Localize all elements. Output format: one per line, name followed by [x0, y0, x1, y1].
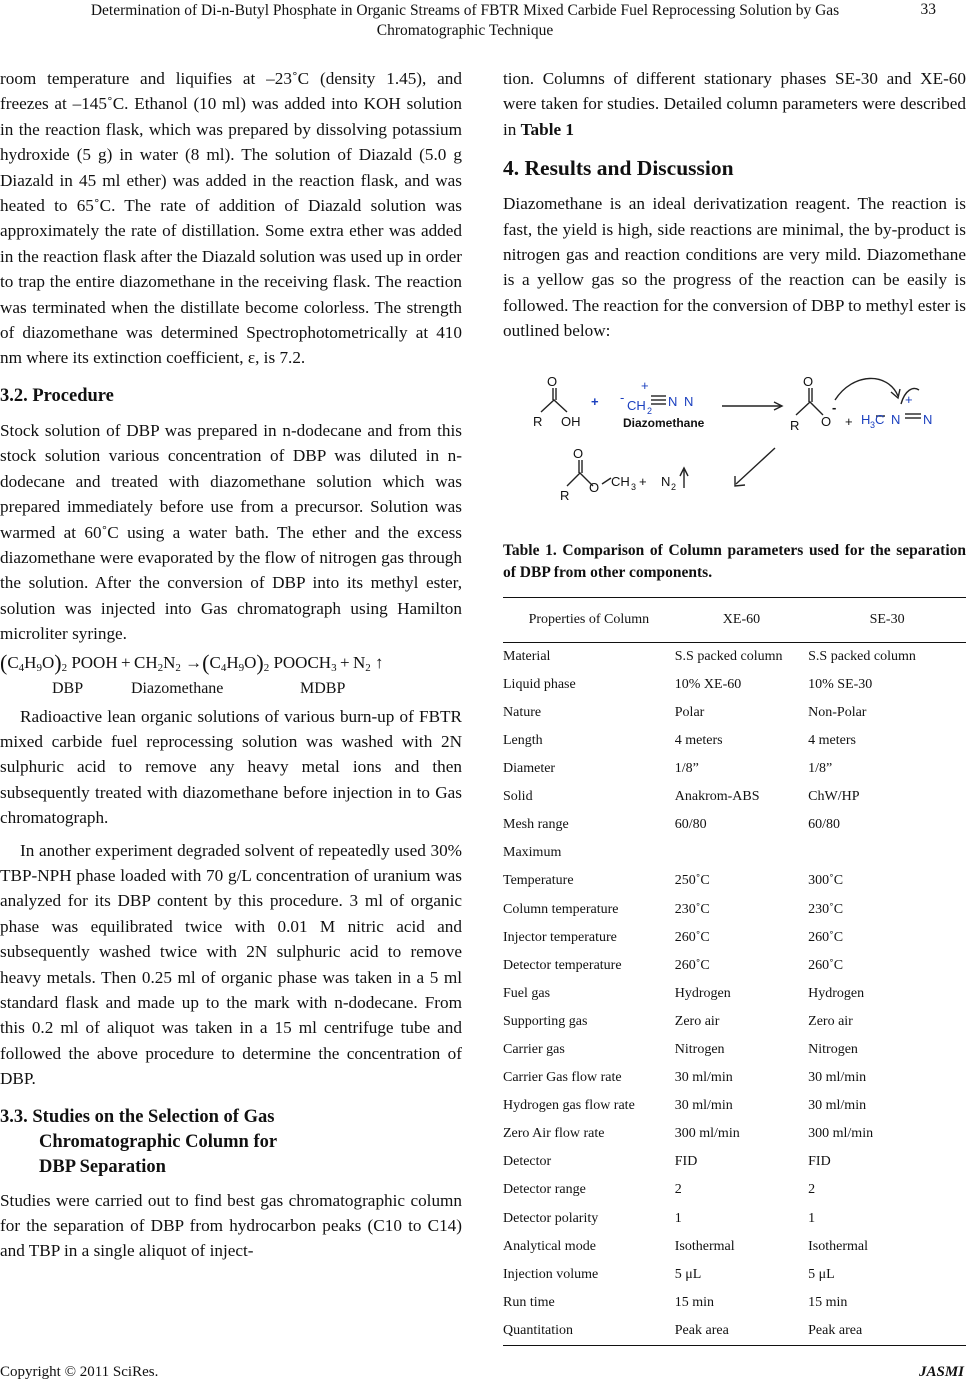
svg-text:H: H	[861, 411, 871, 427]
table-cell: 1	[808, 1210, 816, 1226]
svg-text:R: R	[560, 487, 570, 503]
table-row	[503, 699, 966, 727]
heading-results: 4. Results and Discussion	[503, 156, 734, 181]
table-cell: ChW/HP	[808, 789, 860, 805]
copyright: Copyright © 2011 SciRes.	[0, 1364, 159, 1380]
paragraph-procedure: Stock solution of DBP was prepared in n-dodecane and from this stock solution various concentration of DBP was diluted in n-dodecane and treated with diazomethane solution which was prepared immediately before use from a precursor. Solution was warmed at 60˚C using a water bath. The ether and the excess diazomethane were evaporated by the flow of nitrogen gas through the solution. After the conversion of DBP into its methyl ester, solution was injected into Gas chromatograph using Hamilton microliter syringe.	[0, 420, 462, 644]
svg-text:N: N	[923, 411, 933, 427]
table-header-cell: SE-30	[808, 597, 966, 642]
svg-text:-: -	[620, 389, 625, 405]
table-cell: Zero Air flow rate	[503, 1126, 605, 1142]
table-cell: Polar	[674, 704, 705, 720]
table-cell: 260˚C	[808, 929, 844, 945]
table-cell: 250˚C	[674, 873, 710, 889]
table-row	[503, 1064, 966, 1092]
table-row	[503, 1233, 966, 1261]
svg-text:R: R	[533, 413, 543, 429]
paragraph-radioactive: Radioactive lean organic solutions of various burn-up of FBTR mixed carbide fuel reprocessing solution was washed with 2N sulphuric acid to remove any heavy metal ions and then subsequently treated with diazomethane before injection in to Gas chromatograph.	[0, 706, 462, 828]
table-cell: Solid	[503, 789, 533, 805]
table-row	[503, 1261, 966, 1289]
table-cell	[808, 839, 966, 867]
heading-studies-line3: DBP Separation	[39, 1156, 166, 1177]
diazomethane-label: Diazomethane	[623, 415, 705, 430]
paragraph-results: Diazomethane is an ideal derivatization reagent. The reaction is fast, the yield is high, side reactions are minimal, the by-product is nitrogen gas and reaction conditions are very mild. Diazomethane is a yellow gas so the progress of the reaction can be easily is followed. The reaction for the conversion of DBP to methyl ester is outlined below:	[503, 194, 966, 341]
paragraph-diazomethane-prep: room temperature and liquifies at –23˚C (density 1.45), and freezes at –145˚C. Ethanol (10 ml) was added into KOH solution in the reaction flask, which was prepared by dissolving potassium hydroxide (5 g) in water (8 ml). The solution of Diazald (5.0 g Diazald in 45 ml ether) was added in the reaction flask, and was heated to 65˚C. The rate of addition of Diazald solution was approximately the rate of distillation. Some extra ether was added in the reaction flask after the Diazald solution was used up in order to trap the entire diazomethane in the receiving flask. The reaction was terminated when the distillate become colorless. The strength of diazomethane was determined Spectrophotometrically at 410 nm where its extinction coefficient, ε, is 7.2.	[0, 69, 462, 368]
table-cell: 15 min	[808, 1294, 848, 1310]
table-cell: Nitrogen	[808, 1042, 858, 1058]
table-cell: S.S packed column	[674, 648, 783, 664]
svg-text:CH: CH	[627, 397, 646, 413]
svg-text:2: 2	[671, 481, 677, 492]
table-cell: 300 ml/min	[674, 1126, 740, 1142]
table-cell: 10% SE-30	[808, 676, 873, 692]
table-row	[503, 1317, 966, 1346]
table-cell: Column temperature	[503, 901, 619, 917]
svg-text:OH: OH	[561, 413, 581, 429]
table-cell: Temperature	[503, 873, 574, 889]
svg-text:-: -	[832, 399, 837, 415]
table-cell: 4 meters	[674, 732, 723, 748]
table-cell: 260˚C	[808, 957, 844, 973]
svg-text:3: 3	[631, 481, 637, 492]
reaction-scheme-figure	[503, 360, 966, 530]
table-cell: Nitrogen	[674, 1042, 725, 1058]
table-cell: 4 meters	[808, 732, 856, 748]
column-parameters-table	[503, 597, 966, 1346]
table-cell: 5 μL	[674, 1266, 702, 1282]
table-row	[503, 671, 966, 699]
table-cell: 2	[674, 1182, 682, 1198]
table-cell: Liquid phase	[503, 676, 576, 692]
table-header-cell: XE-60	[675, 597, 808, 642]
table-row	[503, 727, 966, 755]
table-cell: Carrier gas	[503, 1042, 565, 1058]
right-column	[503, 66, 966, 1346]
paragraph-studies: Studies were carried out to find best gas chromatographic column for the separation of DBP from hydrocarbon peaks (C10 to C14) and TBP in a single aliquot of inject-	[0, 1190, 462, 1261]
svg-text:O: O	[547, 373, 558, 389]
journal-name: JASMI	[918, 1364, 964, 1380]
table-cell	[675, 839, 808, 867]
table-row	[503, 980, 966, 1008]
paragraph-degraded-solvent: In another experiment degraded solvent of repeatedly used 30% TBP-NPH phase loaded with 70 g/L concentration of uranium was analyzed for its DBP content by this procedure. 3 ml of organic phase was equilibrated twice with 0.01 M nitric acid and subsequently washed twice with 2N sulphuric acid to remove heavy metals. Then 0.25 ml of organic phase was taken in a 5 ml standard flask and made up to the mark with n-dodecane. From this 0.2 ml of aliquot was taken in a 15 ml centrifuge tube and followed the above procedure to determine the concentration of DBP.	[0, 840, 462, 1089]
svg-text:R: R	[790, 417, 800, 433]
label-diazomethane: Diazomethane	[131, 679, 224, 697]
paragraph-columns: tion. Columns of different stationary phases SE-30 and XE-60 were taken for studies. Detailed column parameters were described in Table 1	[503, 69, 966, 139]
svg-text:N: N	[684, 393, 694, 409]
table-cell: Hydrogen gas flow rate	[503, 1098, 635, 1114]
table-row	[503, 811, 966, 839]
table-cell: Injection volume	[503, 1266, 599, 1282]
heading-studies-line2: Chromatographic Column for	[39, 1131, 278, 1152]
label-mdbp: MDBP	[300, 679, 346, 697]
table-cell: Anakrom-ABS	[674, 789, 760, 805]
table-caption: Table 1. Comparison of Column parameters used for the separation of DBP from other components.	[503, 541, 966, 581]
table-cell: Mesh range	[503, 817, 569, 833]
table-cell: 300˚C	[808, 873, 844, 889]
table-cell: Detector range	[503, 1182, 586, 1198]
left-column	[0, 66, 462, 1264]
table-cell: Quantitation	[503, 1317, 675, 1346]
table-row	[503, 1148, 966, 1176]
table-cell: 10% XE-60	[674, 676, 742, 692]
svg-text:C: C	[875, 411, 885, 427]
table-cell: 5 μL	[808, 1266, 835, 1282]
table-cell: Supporting gas	[503, 1013, 588, 1029]
table-row	[503, 839, 966, 867]
svg-text:2: 2	[647, 405, 653, 416]
svg-text:3: 3	[870, 419, 876, 430]
page-header	[0, 0, 966, 44]
table-cell: 30 ml/min	[674, 1070, 733, 1086]
table-cell: 60/80	[674, 817, 707, 833]
table-cell: Length	[503, 732, 543, 748]
table-cell: 30 ml/min	[674, 1098, 733, 1114]
table-row	[503, 1289, 966, 1317]
heading-studies	[0, 1105, 462, 1180]
svg-text:+: +	[591, 393, 599, 409]
table-cell: Hydrogen	[808, 985, 865, 1001]
svg-text:CH: CH	[611, 473, 630, 489]
table-cell: Detector polarity	[503, 1210, 599, 1226]
table-cell: Isothermal	[674, 1238, 735, 1254]
table-row	[503, 1008, 966, 1036]
table-cell: Hydrogen	[674, 985, 731, 1001]
table-cell: 15 min	[674, 1294, 715, 1310]
table-cell: 1/8”	[674, 761, 699, 777]
table-cell: Peak area	[675, 1317, 808, 1346]
table-row	[503, 1092, 966, 1120]
table-cell: 60/80	[808, 817, 841, 833]
table-cell: S.S packed column	[808, 648, 916, 664]
table-row	[503, 755, 966, 783]
table-row	[503, 1176, 966, 1204]
table-cell: Diameter	[503, 761, 556, 777]
svg-text:+: +	[905, 391, 913, 407]
table-cell: 1/8”	[808, 761, 833, 777]
page-number: 33	[920, 1, 936, 18]
table-cell: Detector	[503, 1154, 552, 1170]
heading-studies-line1: 3.3. Studies on the Selection of Gas	[0, 1106, 275, 1127]
table-row	[503, 952, 966, 980]
table-row	[503, 1120, 966, 1148]
table-row	[503, 867, 966, 895]
svg-text:O: O	[589, 479, 600, 495]
table-header-cell: Properties of Column	[503, 597, 675, 642]
table-cell: Peak area	[808, 1317, 966, 1346]
table-row	[503, 896, 966, 924]
table-cell: 260˚C	[674, 957, 710, 973]
table-row	[503, 1205, 966, 1233]
table-cell: 2	[808, 1182, 816, 1198]
table-cell: Material	[503, 648, 551, 664]
svg-text:O: O	[573, 445, 584, 461]
svg-text:O: O	[821, 413, 832, 429]
table-row	[503, 642, 966, 671]
table-cell: Zero air	[674, 1013, 720, 1029]
svg-text:+: +	[639, 473, 647, 489]
table-cell: Analytical mode	[503, 1238, 596, 1254]
svg-text:N: N	[661, 473, 671, 489]
svg-text:N: N	[668, 393, 678, 409]
table-cell: Detector temperature	[503, 957, 622, 973]
table-cell: FID	[808, 1154, 831, 1170]
equation-labels	[0, 676, 462, 704]
table-cell: Non-Polar	[808, 704, 867, 720]
table-cell: 230˚C	[674, 901, 710, 917]
table-cell: Fuel gas	[503, 985, 551, 1001]
table-cell: Maximum	[503, 845, 562, 861]
table-ref: Table 1	[520, 119, 575, 139]
svg-text:O: O	[803, 373, 814, 389]
table-header-row	[503, 597, 966, 642]
table-row	[503, 783, 966, 811]
table-body	[503, 642, 966, 1345]
running-title: Determination of Di-n-Butyl Phosphate in Organic Streams of FBTR Mixed Carbide Fuel Reprocessing Solution by Gas Chromatographic Technique	[90, 2, 840, 39]
table-cell: 1	[674, 1210, 682, 1226]
table-cell: 300 ml/min	[808, 1126, 874, 1142]
reaction-equation: $(C_4H_9O)_2$ POOH + $CH_2N_2 \to(C_4H_9O)_2$ $POOCH_3 + N_2$ ↑	[0, 649, 384, 675]
table-cell: 230˚C	[808, 901, 844, 917]
table-cell: Isothermal	[808, 1238, 869, 1254]
table-row	[503, 1036, 966, 1064]
svg-text:+: +	[641, 377, 649, 393]
table-cell: Carrier Gas flow rate	[503, 1070, 622, 1086]
table-cell: Run time	[503, 1294, 555, 1310]
heading-procedure: 3.2. Procedure	[0, 385, 114, 406]
label-dbp: DBP	[52, 679, 84, 697]
svg-text:N: N	[891, 411, 901, 427]
table-cell: Zero air	[808, 1013, 853, 1029]
table-cell: 260˚C	[674, 929, 710, 945]
table-cell: 30 ml/min	[808, 1098, 867, 1114]
table-cell: 30 ml/min	[808, 1070, 867, 1086]
table-cell: FID	[674, 1154, 698, 1170]
svg-text:+: +	[845, 413, 853, 429]
table-cell: Injector temperature	[503, 929, 617, 945]
table-cell: Nature	[503, 704, 542, 720]
table-row	[503, 924, 966, 952]
reaction-scheme	[503, 360, 966, 530]
